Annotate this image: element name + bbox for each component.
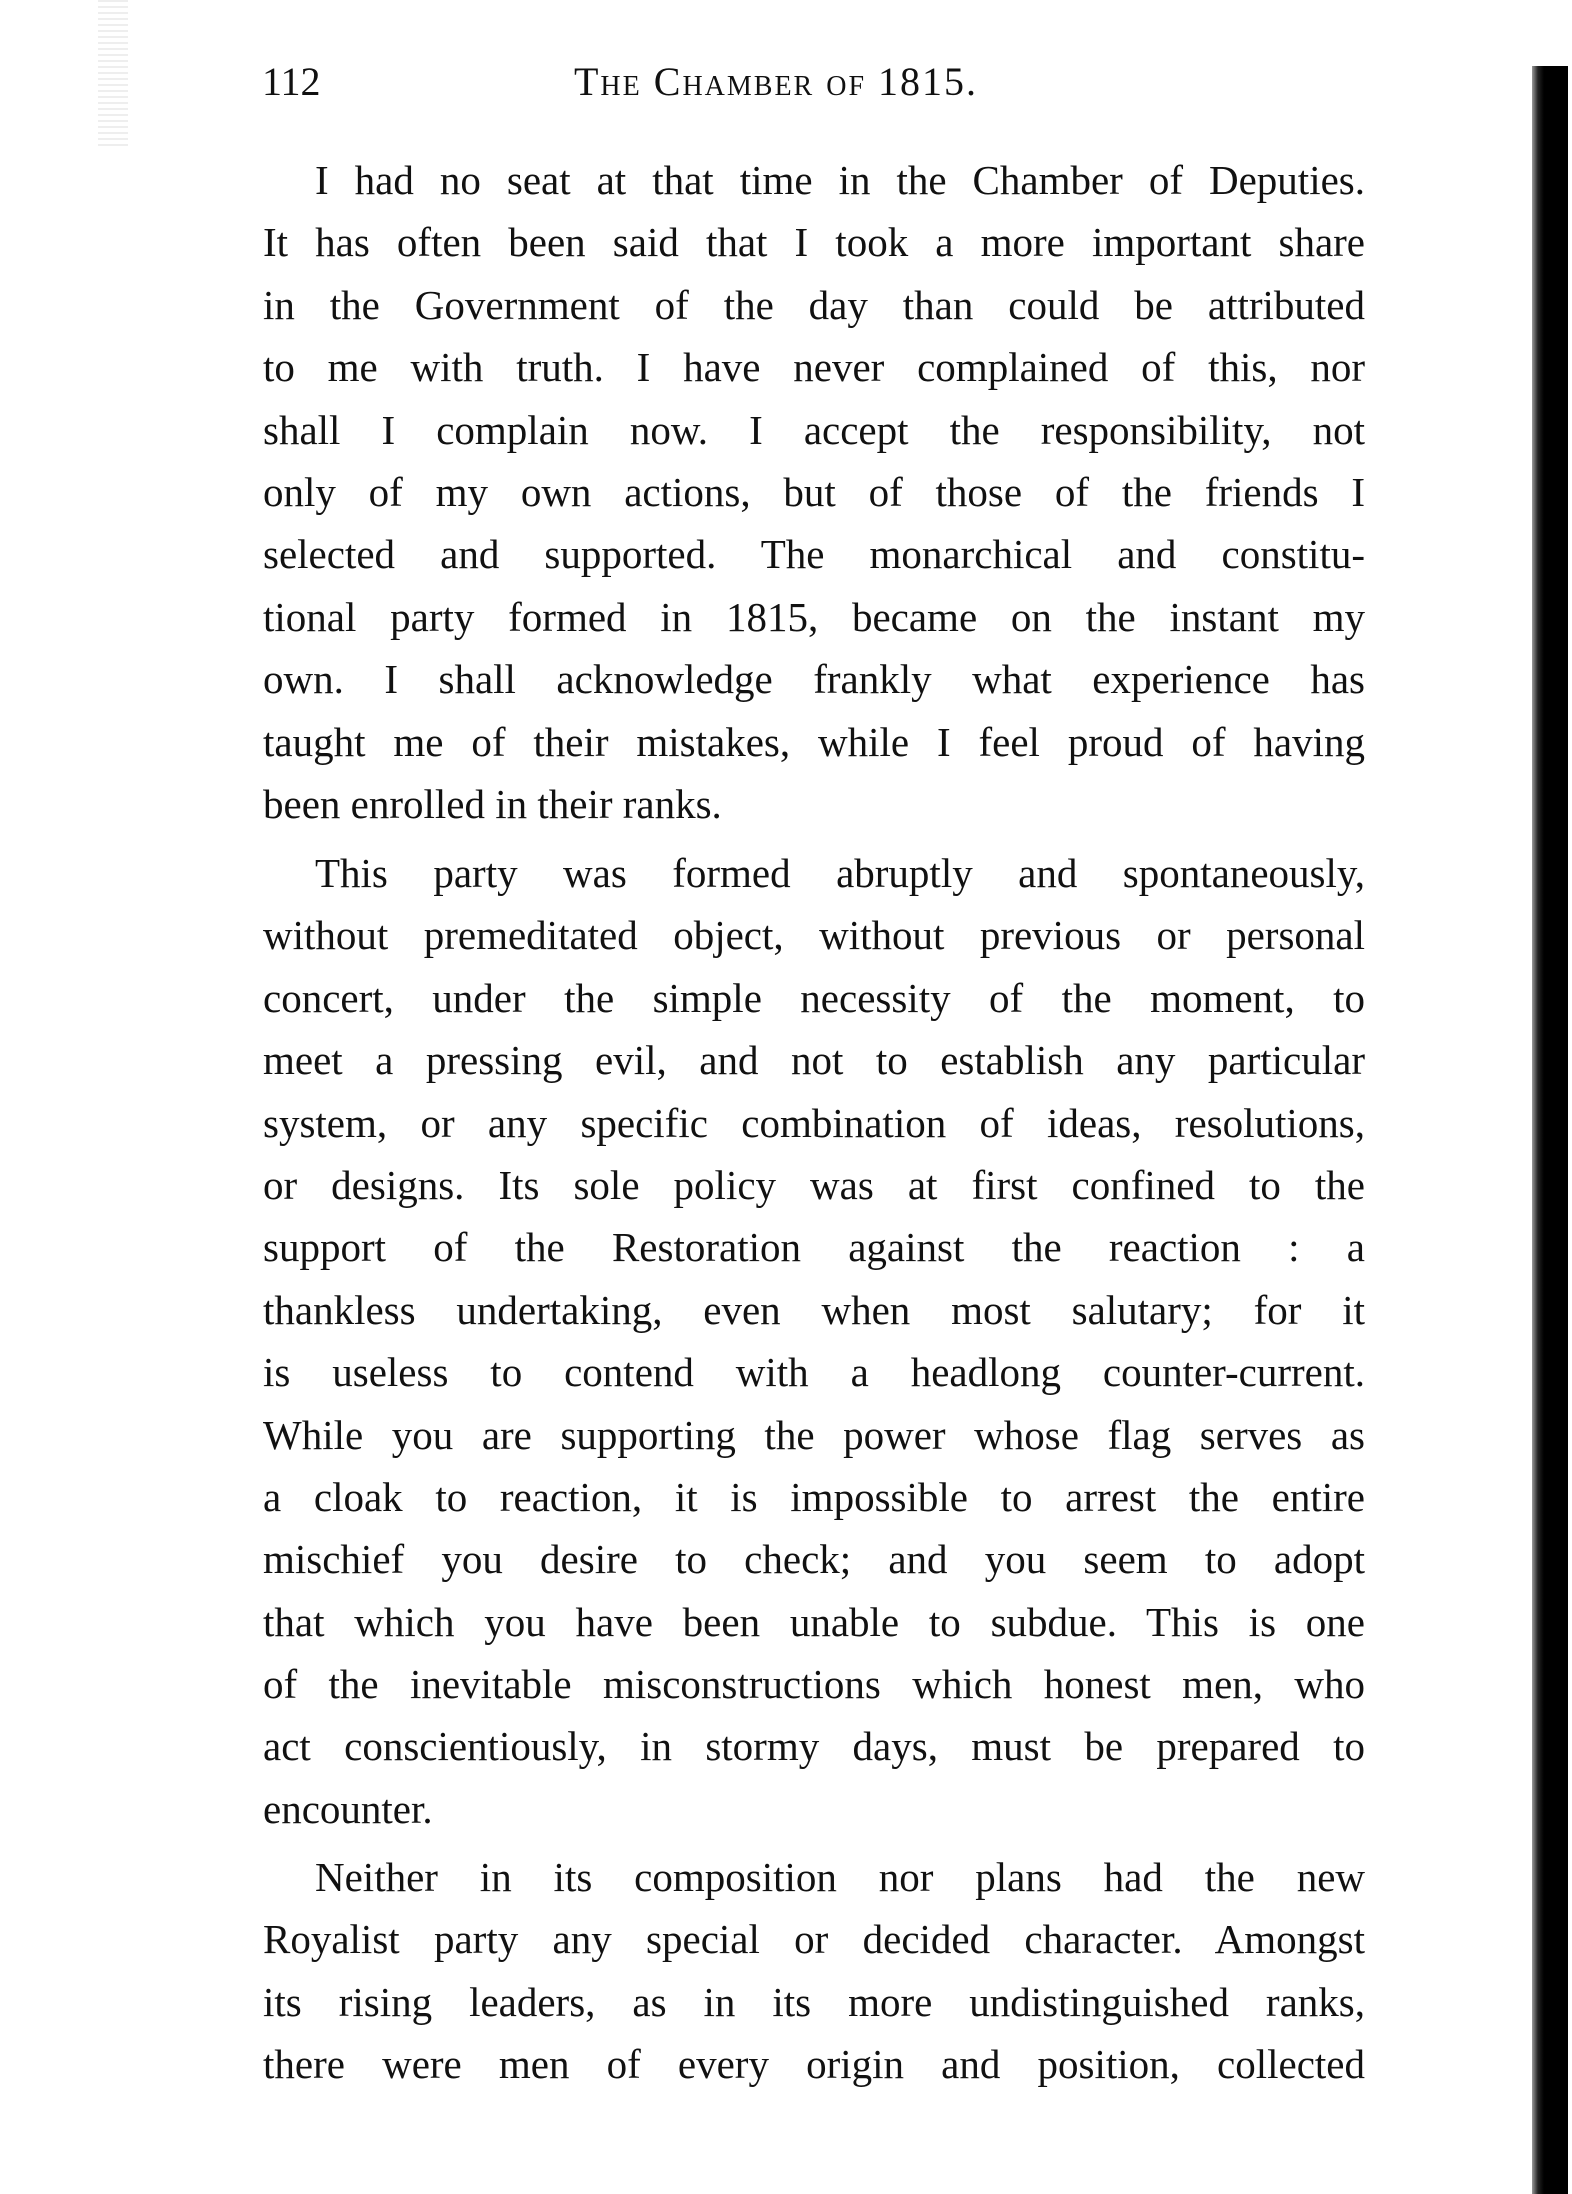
text-line: This party was formed abruptly and spontaneously, [315, 850, 1365, 896]
text-line: support of the Restoration against the reaction : a [263, 1224, 1365, 1271]
text-line: been enrolled in their ranks. [263, 780, 722, 827]
paragraph [263, 149, 1365, 835]
text-line: encounter. [263, 1785, 433, 1832]
text-line: concert, under the simple necessity of the moment, to [263, 974, 1365, 1021]
text-line: I had no seat at that time in the Chamber of Deputies. [315, 157, 1365, 203]
text-line: its rising leaders, as in its more undistinguished ranks, [263, 1978, 1365, 2025]
text-line: or designs. Its sole policy was at first confined to the [263, 1161, 1365, 1208]
running-header [262, 58, 1362, 114]
text-line: without premeditated object, without previous or personal [263, 912, 1365, 959]
text-line: mischief you desire to check; and you seem to adopt [263, 1536, 1365, 1583]
text-line: that which you have been unable to subdue. This is one [263, 1598, 1365, 1645]
text-line: there were men of every origin and position, collected [263, 2041, 1365, 2088]
text-line: own. I shall acknowledge frankly what experience has [263, 656, 1365, 703]
text-line: only of my own actions, but of those of the friends I [263, 468, 1365, 515]
scan-page-edge-shadow [1532, 66, 1568, 2194]
text-line: While you are supporting the power whose flag serves as [263, 1411, 1365, 1458]
text-line: tional party formed in 1815, became on the instant my [263, 593, 1365, 640]
text-line: a cloak to reaction, it is impossible to arrest the entire [263, 1473, 1365, 1520]
text-line: to me with truth. I have never complained of this, nor [263, 344, 1365, 391]
text-line: act conscientiously, in stormy days, must be prepared to [263, 1723, 1365, 1770]
running-title: The Chamber of 1815. [574, 59, 979, 104]
text-line: in the Government of the day than could be attributed [263, 281, 1365, 328]
text-line: taught me of their mistakes, while I feel proud of having [263, 718, 1365, 765]
text-line: shall I complain now. I accept the responsibility, not [263, 406, 1365, 453]
page-number: 112 [262, 59, 321, 104]
text-line: It has often been said that I took a more important share [263, 219, 1365, 266]
text-line: is useless to contend with a headlong counter-current. [263, 1349, 1365, 1396]
text-line: meet a pressing evil, and not to establish any particular [263, 1037, 1365, 1084]
scan-gutter-noise [98, 0, 128, 150]
paragraph [263, 842, 1365, 1840]
text-line: Neither in its composition nor plans had the new [315, 1854, 1365, 1900]
text-line: thankless undertaking, even when most salutary; for it [263, 1286, 1365, 1333]
text-line: of the inevitable misconstructions which honest men, who [263, 1661, 1365, 1708]
text-line: system, or any specific combination of ideas, resolutions, [263, 1099, 1365, 1146]
text-line: Royalist party any special or decided character. Amongst [263, 1916, 1365, 1963]
text-line: selected and supported. The monarchical and constitu- [263, 531, 1365, 578]
paragraph [263, 1846, 1365, 2096]
